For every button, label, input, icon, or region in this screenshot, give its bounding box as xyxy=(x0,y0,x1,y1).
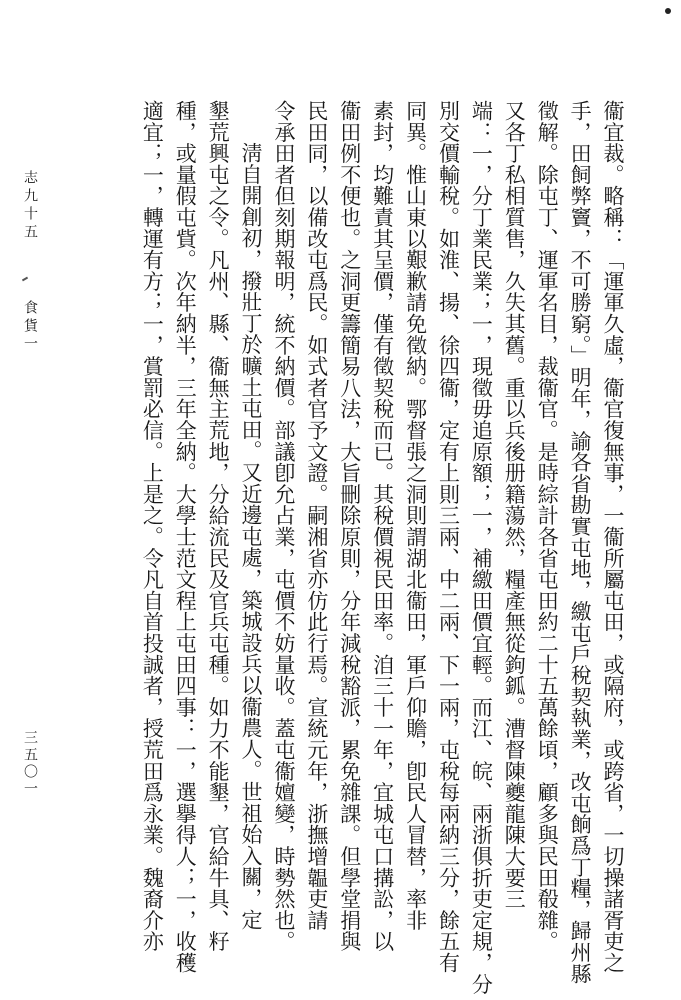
main-text-block xyxy=(135,100,629,995)
scan-speck xyxy=(665,8,671,14)
text-column: 端：一，分丁業民業；一，現徵毋追原額；一，補繳田價宜輕。而江、皖、兩浙俱折吏定規，分 xyxy=(469,100,494,995)
text-column: 手，田飼弊竇，不可勝窮。」明年，諭各省勘實屯地，繳屯戶稅契執業，改屯餉爲丁糧，歸州縣 xyxy=(568,100,593,985)
text-column: 令承田者但刻期報明，統不納價。部議卽允占業，屯價不妨量收。蓋屯衞嬗變，時勢然也。 xyxy=(271,100,296,952)
text-column: 種，或量假屯貲。次年納半，三年全納。大學士范文程上屯田四事：一，選擧得人；一，收穫 xyxy=(173,100,198,974)
scan-mark xyxy=(22,277,28,282)
text-column: 素封，均難責其呈價，僅有徵契稅而已。其稅價視民田率。洎三十一年，宜城屯口搆訟，以 xyxy=(370,100,395,952)
text-column: 民田同，以備改屯爲民。如式者官予文證。嗣湘省亦仿此行焉。宣統元年，浙撫增韞吏請 xyxy=(304,100,329,931)
running-header-chapter: 志九十五 xyxy=(22,170,38,242)
text-column: 又各丁私相質售，久失其舊。重以兵後册籍蕩然，糧產無從鉤鈲。漕督陳夔龍陳大要三 xyxy=(502,100,527,910)
page-number: 三五〇一 xyxy=(22,730,38,798)
text-column: 同異。惟山東以艱歉請免徵納。鄂督張之洞則謂湖北衞田，軍戶仰贍，卽民人冒替，率非 xyxy=(403,100,428,931)
text-column-paragraph-start: 淸自開創初，撥壯丁於曠土屯田。又近邊屯處，築城設兵以衞農人。世祖始入關，定 xyxy=(239,142,264,931)
text-column: 衞田例不便也。之洞更籌簡易八法，大旨刪除原則，分年減稅豁派，累免雜課。但學堂捐與 xyxy=(337,100,362,952)
text-column: 衞宜裁。略稱：「運軍久虛，衞官復無事，一衞所屬屯田，或隔府，或跨省，一切操諸胥吏之 xyxy=(601,100,625,974)
text-column: 適宜；一，轉運有方；一，賞罰必信。上是之。令凡自首投誠者，授荒田爲永業。魏裔介亦 xyxy=(140,100,165,952)
text-column: 別交價輸稅。如淮、揚、徐四衞，定有上則三兩、中二兩、下一兩，屯稅每兩納三分，餘五有 xyxy=(436,100,461,974)
running-header-section: 食貨一 xyxy=(22,300,38,354)
text-column: 徵解。除屯丁、運軍名目，裁衞官。是時綜計各省屯田約二十五萬餘頃，顧多與民田殽雜。 xyxy=(535,100,560,952)
text-column: 墾荒興屯之令。凡州、縣、衞無主荒地，分給流民及官兵屯種。如力不能墾，官給牛具、籽 xyxy=(206,100,231,952)
